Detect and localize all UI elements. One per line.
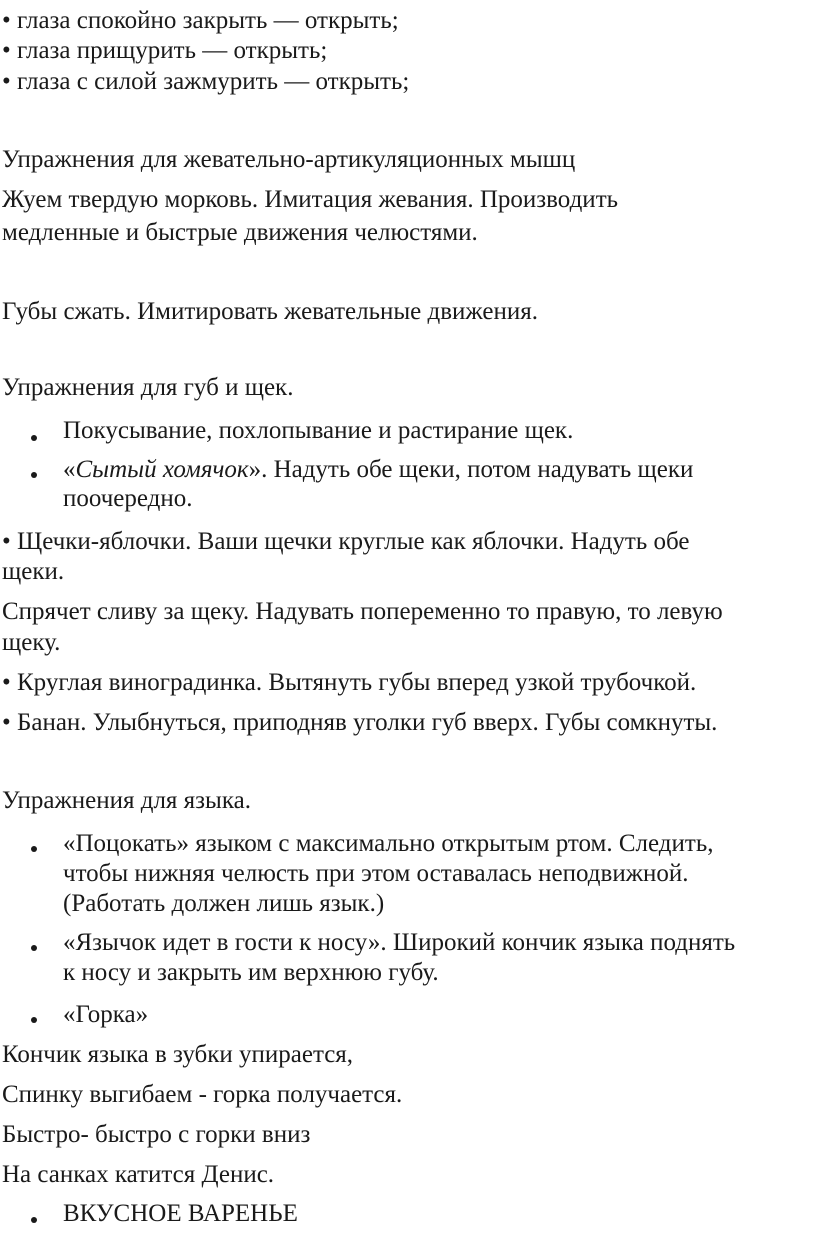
text-line: • Банан. Улыбнуться, приподняв уголки губ вверх. Губы сомкнуты.: [2, 709, 718, 736]
bullet-icon: [31, 472, 37, 478]
list-item: [63, 455, 693, 485]
list-item-continuation: к носу и закрыть им верхнюю губу.: [63, 959, 439, 986]
text-line: • Круглая виноградинка. Вытянуть губы вперед узкой трубочкой.: [2, 669, 697, 696]
section-heading-tongue: Упражнения для языка.: [2, 787, 251, 814]
list-item: Покусывание, похлопывание и растирание щек.: [63, 417, 574, 444]
bullet-icon: [31, 846, 37, 852]
list-item-continuation: (Работать должен лишь язык.): [63, 890, 385, 917]
text-line: щеки.: [2, 558, 65, 585]
quote-mark: «: [63, 456, 76, 483]
text-line: медленные и быстрые движения челюстями.: [2, 219, 478, 246]
text-line: • глаза прищурить — открыть;: [2, 37, 328, 64]
bullet-icon: [31, 945, 37, 951]
list-item: «Поцокать» языком с максимально открытым ртом. Следить,: [63, 830, 714, 857]
text-line: Жуем твердую морковь. Имитация жевания. Производить: [2, 186, 619, 213]
text-line: • глаза с силой зажмурить — открыть;: [2, 68, 410, 95]
list-item: «Язычок идет в гости к носу». Широкий кончик языка поднять: [63, 929, 736, 956]
section-heading-lips: Упражнения для губ и щек.: [2, 374, 294, 401]
bullet-icon: [31, 435, 37, 441]
poem-line: Кончик языка в зубки упирается,: [2, 1041, 354, 1068]
list-item: ВКУСНОЕ ВАРЕНЬЕ: [63, 1200, 298, 1227]
list-item-continuation: чтобы нижняя челюсть при этом оставалась неподвижной.: [63, 860, 689, 887]
text-line: • глаза спокойно закрыть — открыть;: [2, 7, 399, 34]
text-line: Губы сжать. Имитировать жевательные движения.: [2, 298, 538, 325]
poem-line: Быстро- быстро с горки вниз: [2, 1121, 311, 1148]
list-item-continuation: поочередно.: [63, 485, 193, 512]
list-item-text: ». Надуть обе щеки, потом надувать щеки: [248, 456, 694, 483]
bullet-icon: [31, 1017, 37, 1023]
poem-line: Спинку выгибаем - горка получается.: [2, 1081, 403, 1108]
text-line: • Щечки-яблочки. Ваши щечки круглые как яблочки. Надуть обе: [2, 528, 690, 555]
list-item: «Горка»: [63, 1001, 149, 1028]
text-line: Спрячет сливу за щеку. Надувать попеременно то правую, то левую: [2, 598, 723, 625]
section-heading-chewing: Упражнения для жевательно-артикуляционных мышц: [2, 146, 576, 173]
italic-title: Сытый хомячок: [75, 456, 249, 483]
text-line: щеку.: [2, 629, 61, 656]
bullet-icon: [31, 1217, 37, 1223]
poem-line: На санках катится Денис.: [2, 1161, 275, 1188]
